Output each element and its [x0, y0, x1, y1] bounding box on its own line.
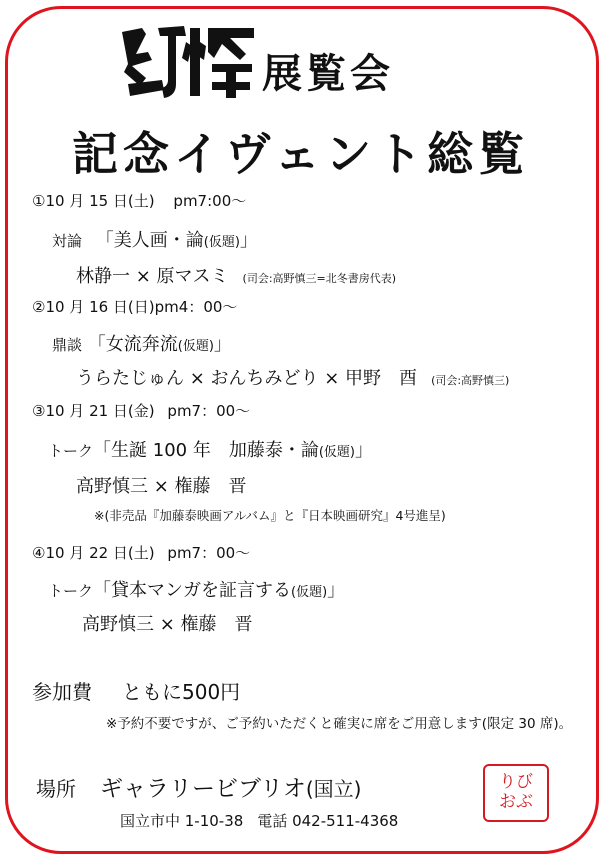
guest-names: 高野慎三 × 権藤 晋 [76, 476, 247, 497]
event-2-header [32, 296, 237, 317]
event-3-guests [76, 472, 247, 498]
event-time: pm4：00～ [154, 298, 238, 316]
event-1-header [32, 190, 246, 211]
event-kind: 対論 [52, 232, 83, 250]
event-date: 10 月 16 日(日) [45, 298, 155, 316]
topic-tentative: (仮題) [203, 235, 240, 250]
title-exhibition: 展覧会 [262, 50, 394, 97]
fee-line [32, 676, 240, 705]
event-time: pm7：00～ [167, 402, 251, 420]
guest-names: 高野慎三 × 権藤 晋 [82, 614, 253, 635]
topic-tentative: (仮題) [291, 585, 328, 600]
event-1-topic [52, 226, 258, 252]
event-4-guests [82, 610, 253, 636]
event-number: ② [32, 298, 46, 316]
event-4-topic [48, 576, 345, 602]
moderator: (司会:高野慎三=北冬書房代表) [242, 272, 397, 285]
moderator: (司会:高野慎三) [431, 374, 510, 387]
topic-main: 「美人画・論 [95, 230, 204, 251]
fee-note: ※予約不要ですが、ご予約いただくと確実に席をご用意します(限定 30 席)。 [106, 716, 573, 732]
topic-close: 」 [354, 440, 373, 461]
title-event-overview: 記念イヴェント総覧 [72, 127, 530, 181]
event-time: pm7：00～ [167, 544, 251, 562]
topic-main: 「女流奔流 [87, 334, 178, 355]
guest-names: うらたじゅん × おんちみどり × 甲野 酉 [76, 368, 418, 389]
topic-main: 「貸本マンガを証言する [93, 580, 292, 601]
event-time: pm7:00～ [173, 192, 247, 210]
topic-close: 」 [327, 580, 346, 601]
fee-value: ともに500円 [122, 680, 241, 704]
topic-tentative: (仮題) [318, 445, 355, 460]
stamp-line-1: りび [499, 772, 533, 792]
topic-tentative: (仮題) [177, 339, 214, 354]
venue-name: ギャラリービブリオ [100, 776, 306, 802]
event-number: ① [32, 192, 46, 210]
event-number: ③ [32, 402, 46, 420]
event-kind: トーク [48, 582, 94, 600]
event-1-guests [76, 262, 396, 288]
venue-address: 国立市中 1-10-38 [120, 812, 244, 830]
event-3-note: ※(非売品『加藤泰映画アルバム』と『日本映画研究』4号進呈) [94, 508, 446, 523]
event-2-guests [76, 364, 509, 390]
event-3-header [32, 400, 250, 421]
topic-main: 「生誕 100 年 加藤泰・論 [93, 440, 319, 461]
stamp-line-2: おぶ [499, 792, 533, 812]
topic-close: 」 [239, 230, 258, 251]
venue-line [36, 770, 361, 803]
venue-phone: 電話 042-511-4368 [257, 812, 399, 830]
venue-location: (国立) [305, 777, 362, 801]
event-3-topic [48, 436, 373, 462]
event-date: 10 月 22 日(土) [45, 544, 155, 562]
event-date: 10 月 15 日(土) [45, 192, 155, 210]
venue-label: 場所 [36, 777, 76, 801]
event-2-topic [52, 330, 232, 356]
genkai-logo [118, 24, 258, 102]
event-4-header [32, 542, 250, 563]
guest-names: 林静一 × 原マスミ [76, 266, 229, 287]
topic-close: 」 [213, 334, 232, 355]
event-kind: トーク [48, 442, 94, 460]
ribio-stamp [483, 764, 549, 822]
fee-label: 参加費 [32, 680, 92, 704]
venue-address-line [120, 810, 398, 831]
event-date: 10 月 21 日(金) [45, 402, 155, 420]
event-kind: 鼎談 [52, 336, 83, 354]
event-number: ④ [32, 544, 46, 562]
